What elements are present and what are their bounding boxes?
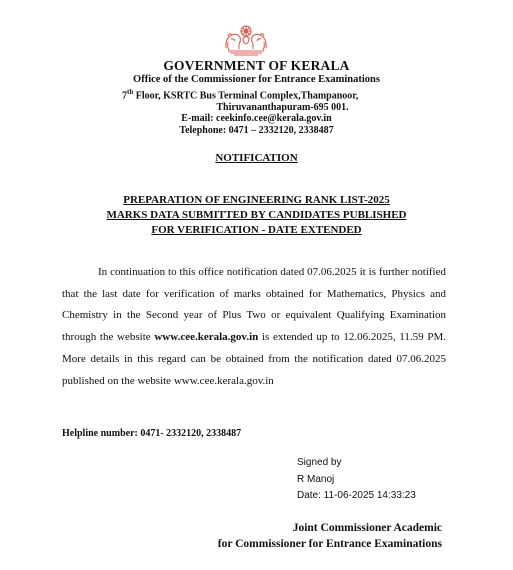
- address-line-1-text: Floor, KSRTC Bus Terminal Complex,Thampanoor,: [133, 90, 359, 102]
- subject-line-2: MARKS DATA SUBMITTED BY CANDIDATES PUBLISHED: [106, 209, 407, 221]
- telephone-line: Telephone: 0471 – 2332120, 2338487: [179, 125, 334, 136]
- office-name: Office of the Commissioner for Entrance Examinations: [133, 74, 380, 85]
- designation-line-2: for Commissioner for Entrance Examinations: [217, 538, 442, 550]
- subject-line-3: FOR VERIFICATION - DATE EXTENDED: [151, 224, 362, 236]
- helpline-number: Helpline number: 0471- 2332120, 2338487: [62, 428, 242, 439]
- address-line-1: [122, 88, 358, 101]
- floor-suffix: th: [127, 88, 134, 96]
- floor-number: 7: [122, 90, 127, 102]
- body-part-2: is extended up to 12.06.2025, 11.59 PM. More details in this regard can be obtained from the notification dated 07.06.2025 published on the website www.cee.kerala.gov.in: [62, 331, 446, 387]
- website-link-bold: www.cee.kerala.gov.in: [154, 331, 259, 344]
- signer-name: R Manoj: [297, 473, 335, 485]
- subject-line-1: PREPARATION OF ENGINEERING RANK LIST-2025: [123, 194, 390, 206]
- notification-title: NOTIFICATION: [215, 152, 298, 164]
- designation-line-1: Joint Commissioner Academic: [292, 522, 442, 534]
- notification-body: [62, 262, 446, 392]
- address-line-2: Thiruvananthapuram-695 001.: [216, 102, 349, 113]
- kerala-state-emblem-icon: [222, 22, 270, 56]
- digital-signature-block: [297, 455, 416, 505]
- government-name: GOVERNMENT OF KERALA: [163, 58, 350, 73]
- signature-date: Date: 11-06-2025 14:33:23: [297, 490, 416, 501]
- body-part-1: In continuation to this office notification dated 07.06.2025 it is further notified that the last date for verification of marks obtained for Mathematics, Physics and Chemistry in the Second year of Plus Two or equivalent Qualifying Examination through the website: [62, 266, 446, 344]
- signed-by-label: Signed by: [297, 457, 342, 468]
- email-line: E-mail: ceekinfo.cee@kerala.gov.in: [181, 113, 332, 124]
